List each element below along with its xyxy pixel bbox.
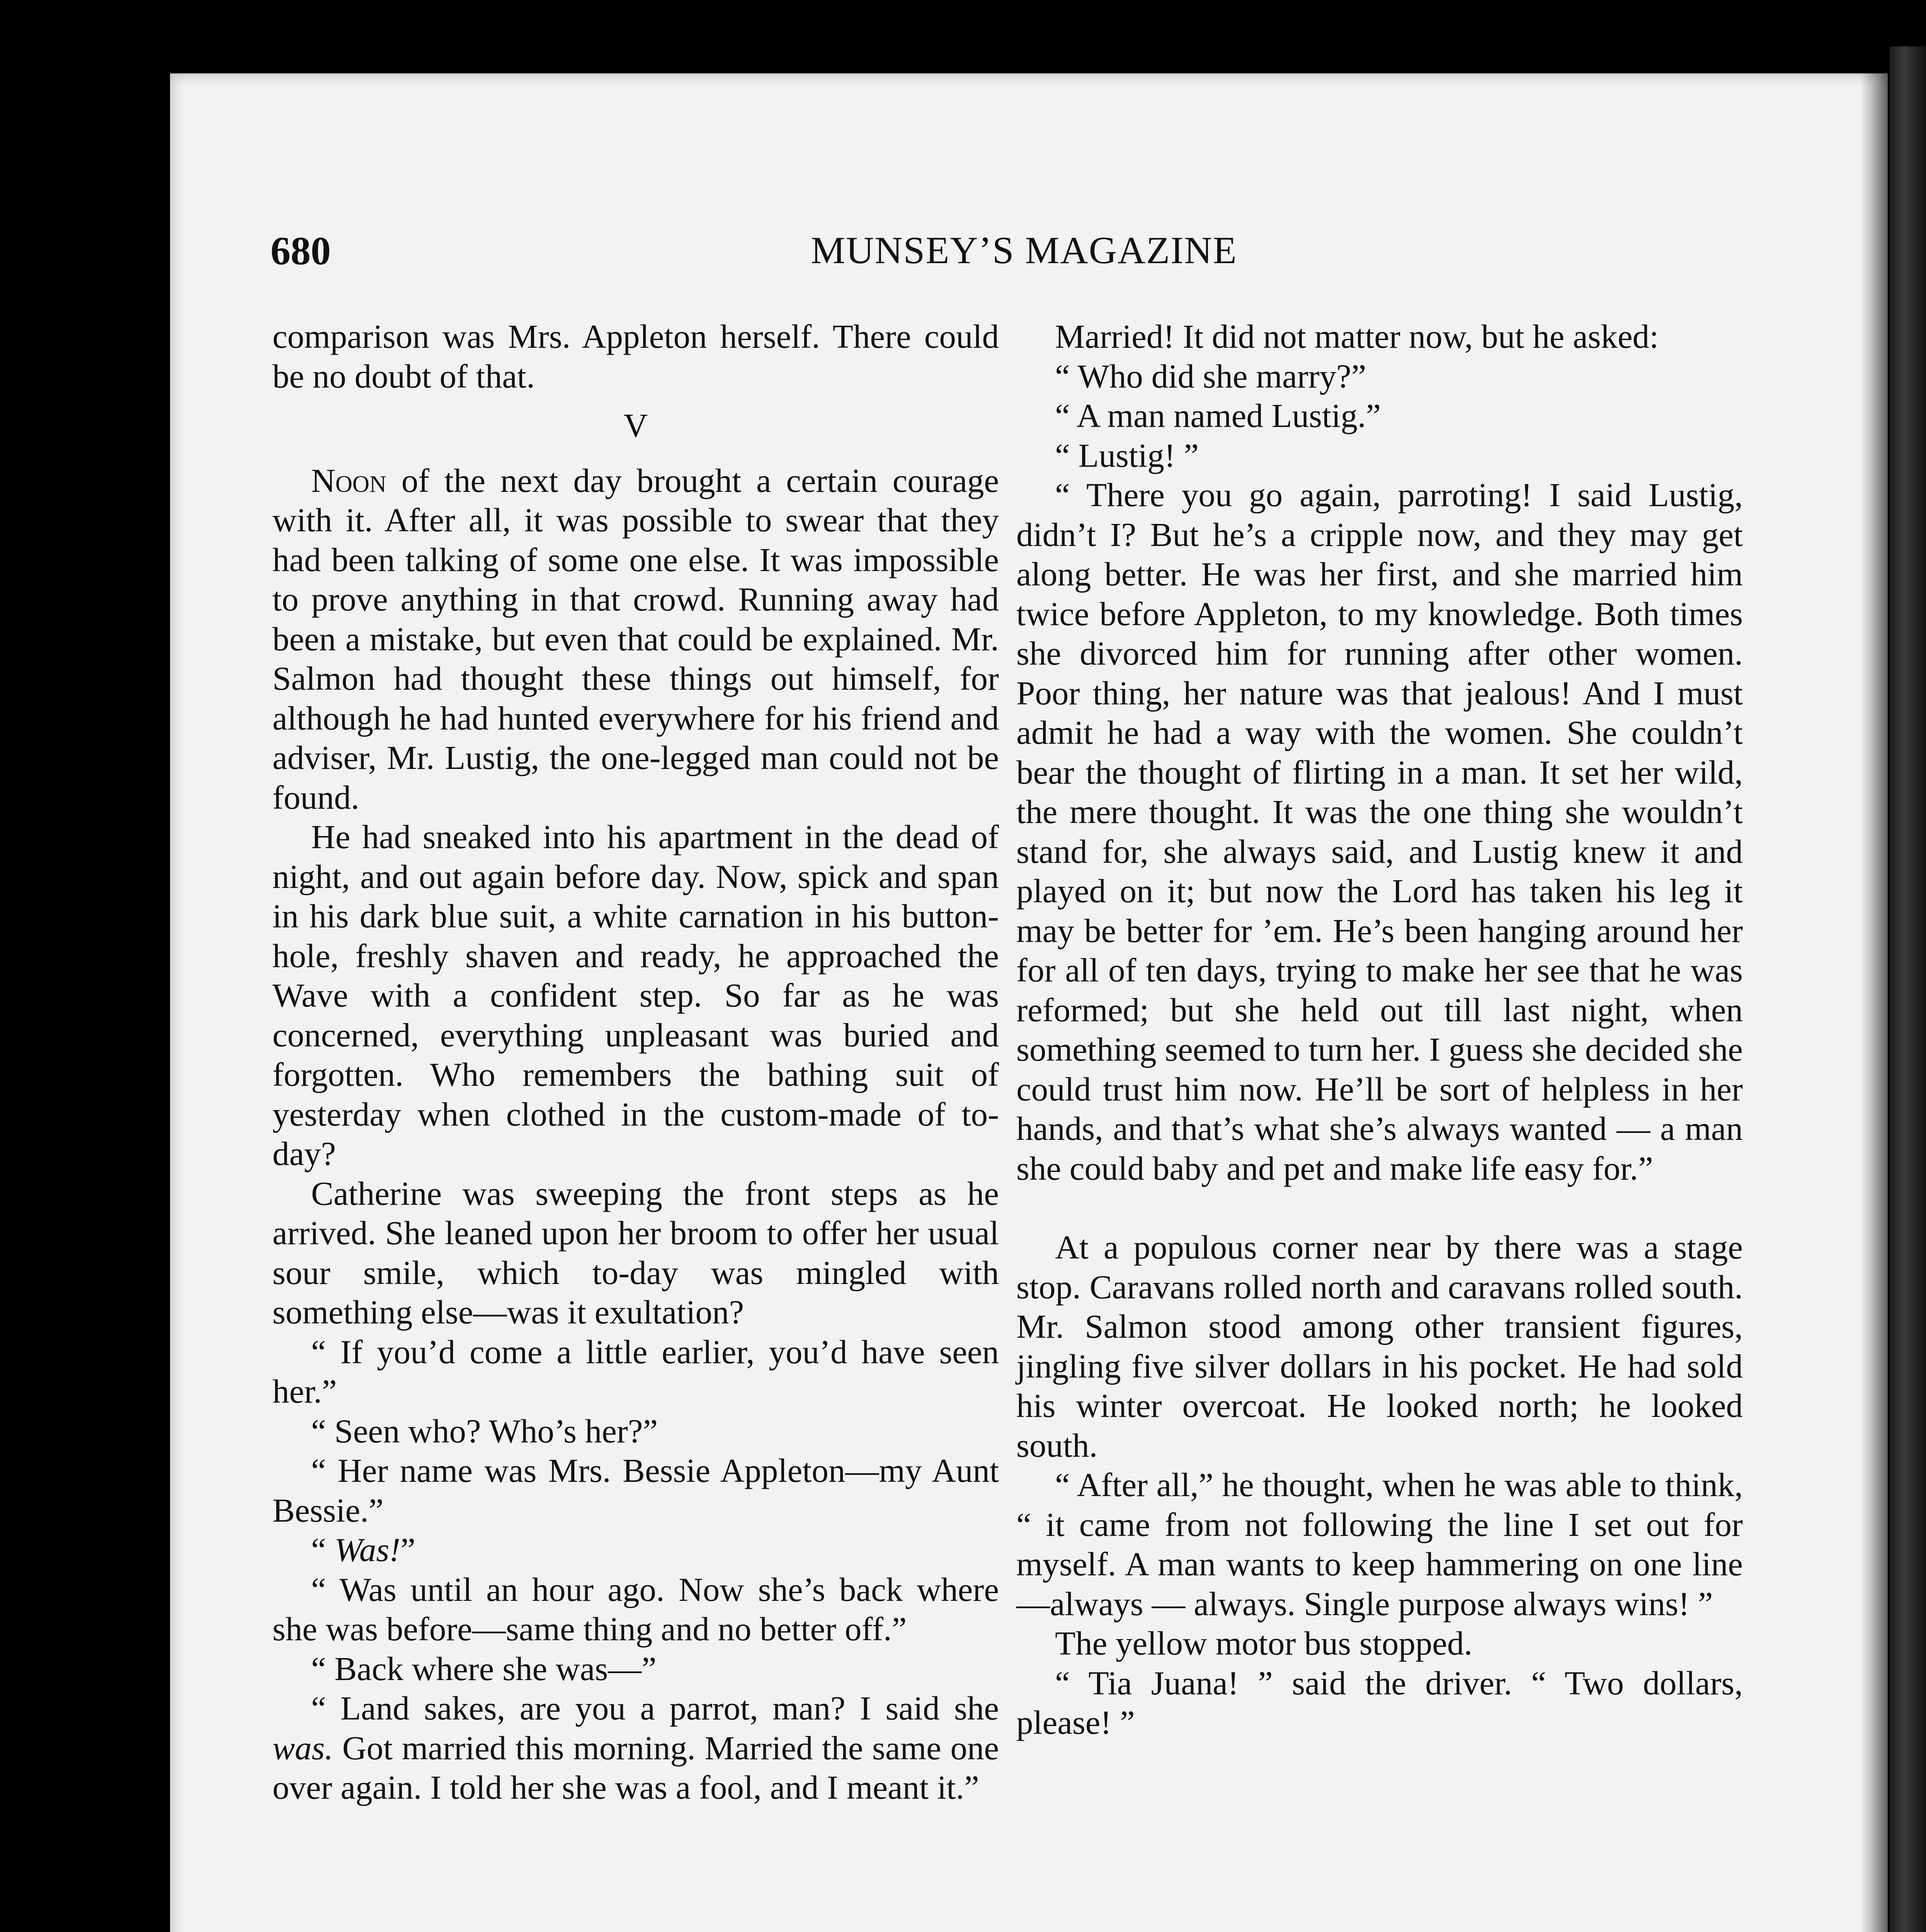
dialogue-line: “ Back where she was—”: [311, 1650, 657, 1687]
paragraph-text: “ Land sakes, are you a parrot, man? I said she: [311, 1689, 999, 1727]
running-title: MUNSEY’S MAGAZINE: [811, 229, 1237, 272]
dialogue-line: “ Her name was Mrs. Bessie Appleton—my Aunt Bessie.”: [272, 1452, 999, 1529]
page-number: 680: [271, 229, 331, 273]
paragraph: [272, 461, 999, 818]
paragraph: comparison was Mrs. Appleton herself. There could be no doubt of that.: [272, 318, 999, 395]
dialogue-line: “ There you go again, parroting! I said Lustig, didn’t I? But he’s a cripple now, and they may get along better. He was her first, and she married him twice before Appleton, to my knowledge. Both times she divorced him for running after other women. Poor thing, her nature was that jealous! And I must admit he had a way with the women. She couldn’t bear the thought of flirting in a man. It set her wild, the mere thought. It was the one thing she wouldn’t stand for, she always said, and Lustig knew it and played on it; but now the Lord has taken his leg it may be better for ’em. He’s been hanging around her for all of ten days, trying to make her see that he was reformed; but she held out till last night, when something seemed to turn her. I guess she decided she could trust him now. He’ll be sort of helpless in her hands, and that’s what she’s always wanted — a man she could baby and pet and make life easy for.”: [1016, 476, 1743, 1187]
paragraph: At a populous corner near by there was a stage stop. Caravans rolled north and caravans rolled south. Mr. Salmon stood among other transient figures, jingling five silver dollars in his pocket. He had sold his winter overcoat. He looked north; he looked south.: [1016, 1228, 1743, 1464]
dialogue-line: [272, 1689, 999, 1808]
dialogue-line: “ Was until an hour ago. Now she’s back where she was before—same thing and no better off.”: [272, 1570, 999, 1648]
dialogue-line: “ Lustig! ”: [1055, 436, 1199, 474]
italic-text: was.: [272, 1729, 333, 1767]
paragraph-text: of the next day brought a certain courage with it. After all, it was possible to swear that they had been talking of some one else. It was impossible to prove anything in that crowd. Running away had been a mistake, but even that could be explained. Mr. Salmon had thought these things out himself, for although he had hunted everywhere for his friend and adviser, Mr. Lustig, the one-legged man could not be found.: [272, 461, 999, 816]
paragraph: He had sneaked into his apartment in the dead of night, and out again before day. Now, spick and span in his dark blue suit, a white carnation in his button-hole, freshly shaven and ready, he approached the Wave with a confident step. So far as he was concerned, everything unpleasant was buried and forgotten. Who remembers the bathing suit of yesterday when clothed in the custom-made of to-day?: [272, 818, 999, 1172]
dialogue-line: “ A man named Lustig.”: [1055, 397, 1381, 434]
paragraph: The yellow motor bus stopped.: [1055, 1624, 1473, 1662]
gutter-shadow: [1861, 73, 1888, 1932]
small-caps-lead: Noon: [311, 461, 386, 499]
dialogue-line: “ Seen who? Who’s her?”: [311, 1412, 658, 1450]
left-column: [272, 317, 999, 1808]
section-numeral: V: [623, 406, 648, 444]
page-header: [271, 228, 1778, 290]
dialogue-line: [272, 1530, 999, 1570]
paragraph-text: Got married this morning. Married the same one over again. I told her she was a fool, and I meant it.”: [272, 1729, 999, 1806]
paragraph: Married! It did not matter now, but he asked:: [1055, 318, 1659, 355]
paragraph: Catherine was sweeping the front steps as he arrived. She leaned upon her broom to offer her usual sour smile, which to-day was mingled with something else—was it exultation?: [272, 1174, 999, 1331]
quote-open: “: [311, 1531, 335, 1568]
dialogue-line: “ Tia Juana! ” said the driver. “ Two dollars, please! ”: [1016, 1664, 1743, 1741]
right-column: [1016, 317, 1743, 1743]
magazine-page: [170, 73, 1888, 1932]
italic-text: Was!: [334, 1531, 401, 1568]
dialogue-line: “ Who did she marry?”: [1055, 357, 1366, 395]
dialogue-line: “ After all,” he thought, when he was able to think, “ it came from not following the line I set out for myself. A man wants to keep hammering on one line—always — always. Single purpose always wins! ”: [1016, 1466, 1743, 1622]
adjacent-page-edge: [1890, 46, 1926, 1932]
dialogue-line: “ If you’d come a little earlier, you’d have seen her.”: [272, 1333, 999, 1410]
quote-close: ”: [400, 1531, 415, 1568]
